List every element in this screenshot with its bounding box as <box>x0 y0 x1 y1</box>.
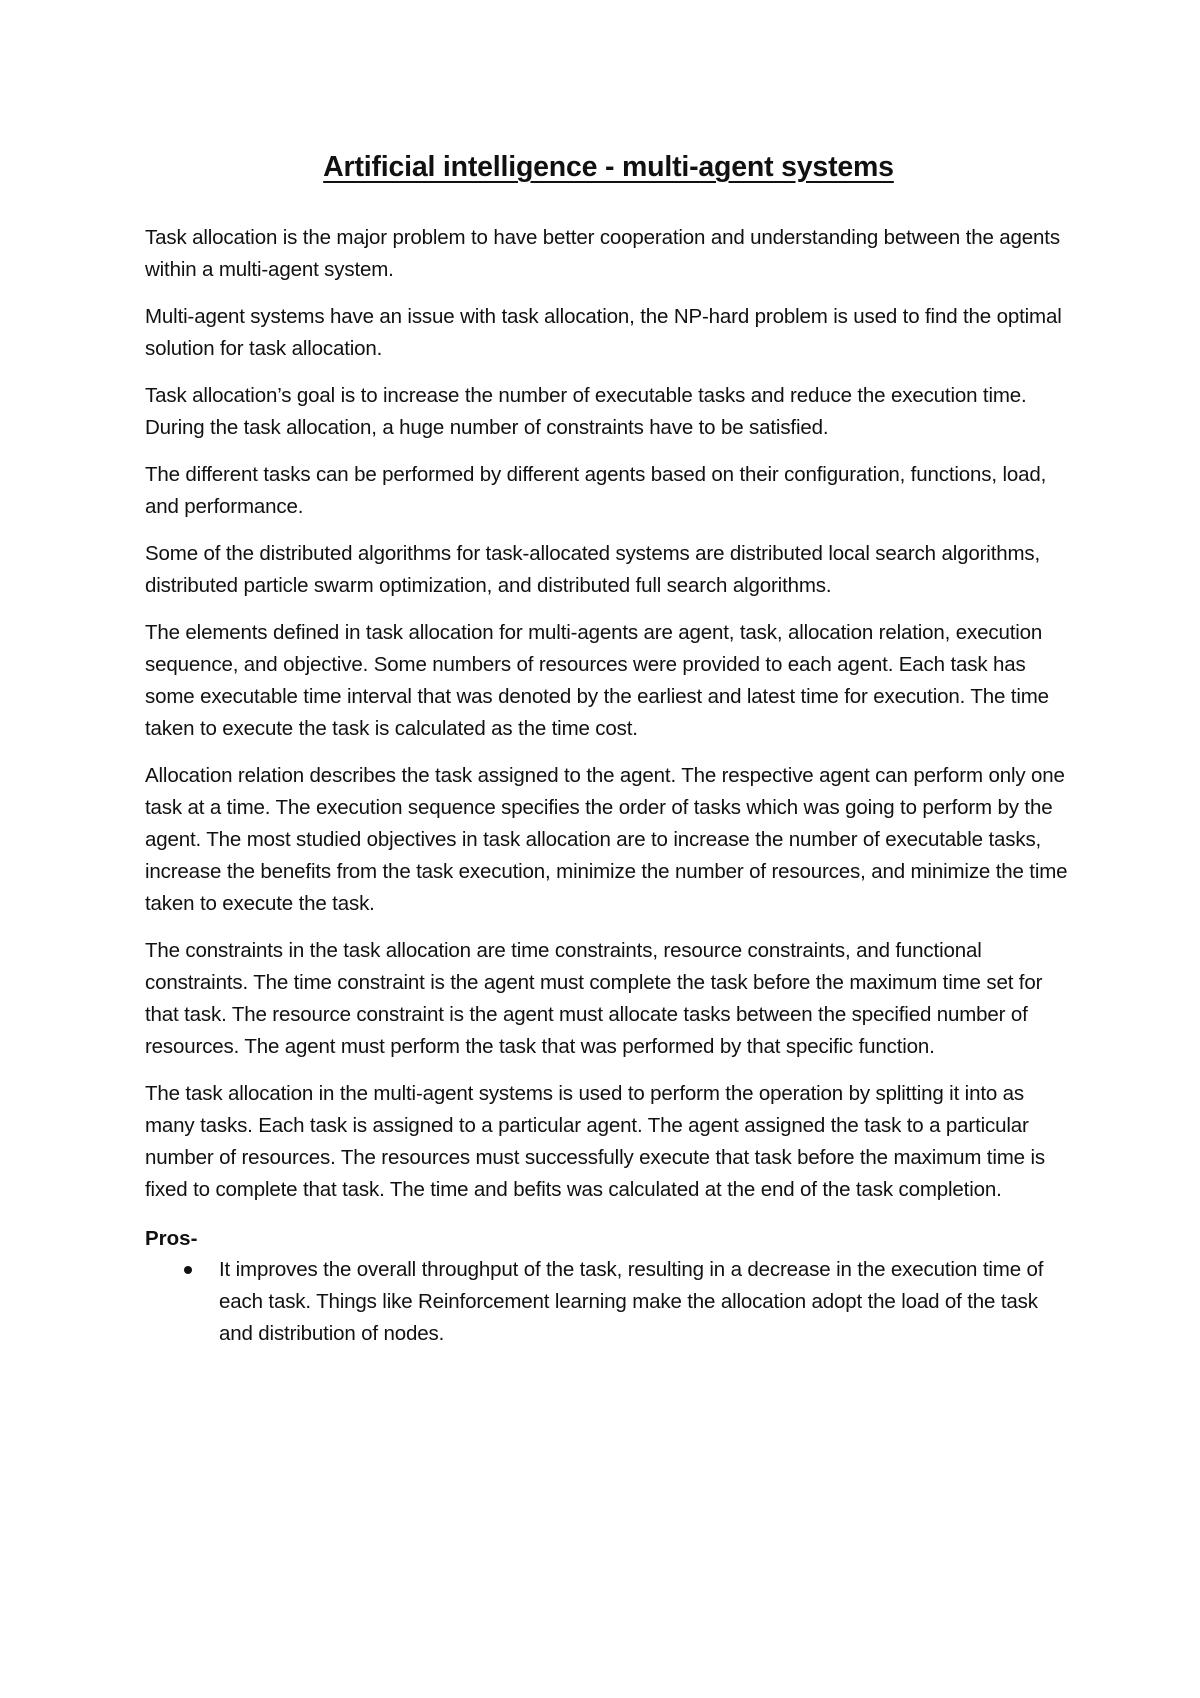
paragraph-allocation-goal: Task allocation’s goal is to increase the number of executable tasks and reduce the execution time. During the task allocation, a huge number of constraints have to be satisfied. <box>145 384 1027 439</box>
pros-item-text: It improves the overall throughput of the task, resulting in a decrease in the execution time of each task. Things like Reinforcement learning make the allocation adopt the load of the task and distribution of nodes. <box>219 1258 1044 1345</box>
pros-heading: Pros- <box>145 1227 198 1250</box>
paragraph-task-allocation-problem: Task allocation is the major problem to have better cooperation and understanding between the agents within a multi-agent system. <box>145 226 1060 281</box>
paragraph-elements-defined: The elements defined in task allocation for multi-agents are agent, task, allocation relation, execution sequence, and objective. Some numbers of resources were provided to each agent. Each task has some executable time interval that was denoted by the earliest and latest time for execution. The time taken to execute the task is calculated as the time cost. <box>145 621 1049 740</box>
paragraph-task-splitting: The task allocation in the multi-agent systems is used to perform the operation by splitting it into as many tasks. Each task is assigned to a particular agent. The agent assigned the task to a particular number of resources. The resources must successfully execute that task before the maximum time is fixed to complete that task. The time and befits was calculated at the end of the task completion. <box>145 1082 1045 1201</box>
pros-list-item <box>145 1254 1072 1350</box>
pros-list <box>145 1254 1072 1350</box>
paragraph-distributed-algorithms: Some of the distributed algorithms for task-allocated systems are distributed local search algorithms, distributed particle swarm optimization, and distributed full search algorithms. <box>145 542 1041 597</box>
document-title: Artificial intelligence - multi-agent systems <box>323 151 894 183</box>
bullet-icon <box>184 1266 192 1274</box>
paragraph-allocation-relation: Allocation relation describes the task assigned to the agent. The respective agent can perform only one task at a time. The execution sequence specifies the order of tasks which was going to perform by the agent. The most studied objectives in task allocation are to increase the number of executable tasks, increase the benefits from the task execution, minimize the number of resources, and minimize the time taken to execute the task. <box>145 764 1068 915</box>
paragraph-constraints: The constraints in the task allocation are time constraints, resource constraints, and functional constraints. The time constraint is the agent must complete the task before the maximum time set for that task. The resource constraint is the agent must allocate tasks between the specified number of resources. The agent must perform the task that was performed by that specific function. <box>145 939 1043 1058</box>
paragraph-np-hard: Multi-agent systems have an issue with task allocation, the NP-hard problem is used to find the optimal solution for task allocation. <box>145 305 1062 360</box>
paragraph-different-tasks: The different tasks can be performed by different agents based on their configuration, functions, load, and performance. <box>145 463 1047 518</box>
